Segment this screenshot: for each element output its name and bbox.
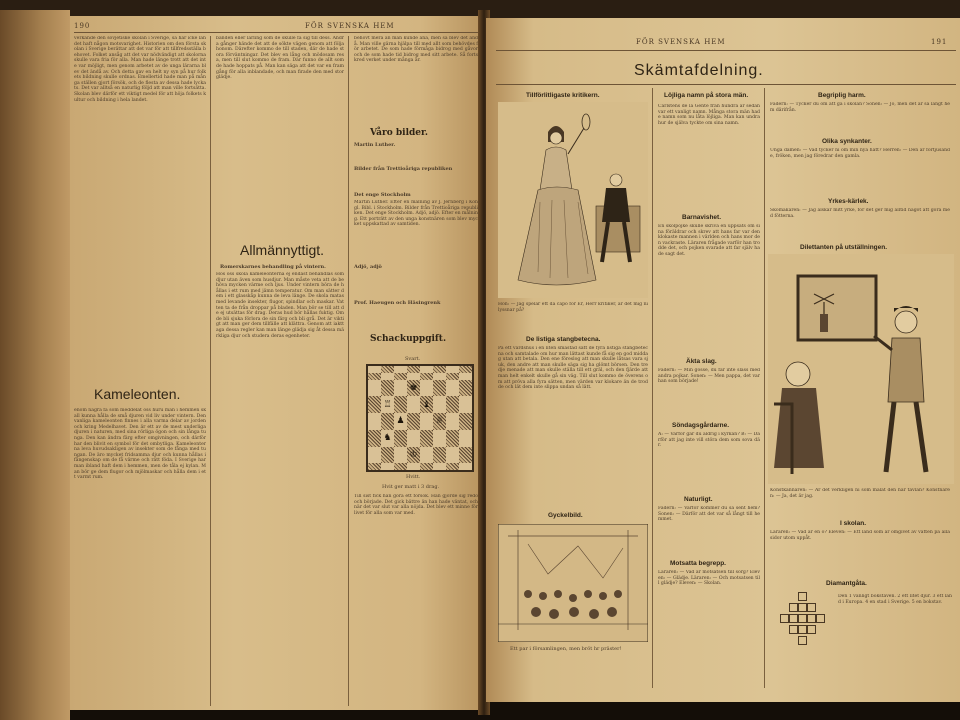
gyckelbild-caption: Ett par i församlingen, men bröt hr präster!	[510, 646, 622, 652]
chess-square	[394, 396, 407, 413]
diamond-cell	[789, 614, 798, 623]
diamond-cell	[807, 614, 816, 623]
gyckelbild-title: Gyckelbild.	[548, 512, 583, 519]
chess-square	[433, 366, 446, 373]
chess-square	[381, 447, 394, 464]
chess-square	[446, 373, 459, 380]
diamantgata-text: Den 1 vanligt bokstaven. 2 ett litet djur. 3 ett land i Europa. 4 en stad i Sverige. 5 en bokstav.	[838, 594, 952, 605]
chess-square	[459, 463, 472, 470]
chess-square	[394, 447, 407, 464]
title-rule	[496, 84, 956, 85]
left-running-head: FÖR SVENSKA HEM	[305, 22, 395, 30]
right-page-number: 191	[931, 38, 948, 46]
chess-square	[459, 447, 472, 464]
chess-square	[368, 373, 381, 380]
chess-square	[394, 373, 407, 380]
chess-square	[420, 373, 433, 380]
chess-square	[420, 447, 433, 464]
chess-square	[368, 463, 381, 470]
subhead: Prof. Haeugen och Häsingrenk	[354, 300, 441, 306]
kameleonten-text: enom några få som meddelat oss huru man i hemmen skall kunna hålla de små djuren vid liv under vintern. Den vanliga kameleonten finnes i alla varma delar av jorden och kring Medelhavet. Den är ett av de mest underliga djuren i naturen, med sina rörliga ögon och sin långa tunga. Den kan ändra färg efter omgivningen, och därför har den blivit en symbol för det ombytliga. Kameleonterna leva huvudsakligen av insekter som de fånga med tungan. De äro mycket fridsamma djur och kunna hållas i fångenskap om de få värme och rätt föda. I Sverige har man ibland haft dem i hemmen, men de tåla ej kylan. Man bör ge dem flugor och mjölmaskar och hålla dem i ett varmt rum.	[74, 408, 206, 481]
kameleonten-heading: Kameleonten.	[94, 386, 181, 402]
diamond-cell	[798, 592, 807, 601]
chess-square	[459, 373, 472, 380]
naturligt-title: Naturligt.	[684, 496, 713, 503]
chess-square	[394, 463, 407, 470]
chess-square	[459, 380, 472, 397]
chess-square	[446, 366, 459, 373]
chess-square	[433, 447, 446, 464]
dilettanter-caption: Konstkännaren: — Är det verkligen ni som målat den här tavlan? Konstnären: — Ja, det är jag.	[770, 488, 950, 499]
chess-square	[368, 366, 381, 373]
stangbetecna-title: De listiga stangbetecna.	[526, 336, 601, 343]
chess-square	[407, 396, 420, 413]
chess-square	[407, 463, 420, 470]
varo-bilder-heading: Våro bilder.	[370, 128, 429, 138]
kritikern-title: Tillförlitligaste kritikern.	[526, 92, 600, 99]
chess-square	[459, 396, 472, 413]
skolan-title: I skolan.	[840, 520, 867, 527]
chess-square	[433, 463, 446, 470]
chess-square	[394, 366, 407, 373]
sondag-title: Söndagsgårdarne.	[672, 422, 730, 429]
right-running-head: FÖR SVENSKA HEM	[636, 38, 726, 46]
akta-slag-text: Fadern: — Min gosse, du får inte slåss med andra pojkar. Sonen: — Men pappa, det var han som började!	[658, 368, 760, 385]
chess-label-hvitt: Hvitt.	[406, 474, 421, 480]
allmannyttigt-heading: Allmännyttigt.	[240, 242, 325, 258]
page-stack-edge	[0, 10, 70, 720]
lojliga-title: Löjliga namn på stora män.	[664, 92, 749, 99]
chess-square	[368, 396, 381, 413]
chess-square	[446, 447, 459, 464]
lojliga-text: Carlstens de la Gente från hundra år sedan var ett vanligt namn. Många stora män hade namn som nu låta löjliga. Man kan undra hur de själva tyckte om sina namn.	[658, 104, 760, 126]
left-page	[70, 16, 482, 710]
diamond-cell	[798, 636, 807, 645]
chess-square: ♝	[420, 396, 433, 413]
chess-square	[407, 430, 420, 447]
chess-square	[368, 413, 381, 430]
chess-square	[446, 380, 459, 397]
chess-square	[420, 413, 433, 430]
chess-square: ♔	[407, 447, 420, 464]
column-rule	[652, 88, 653, 688]
chess-board	[366, 364, 474, 472]
diamond-cell	[807, 625, 816, 634]
chess-square	[433, 380, 446, 397]
yrkes-title: Yrkes-kärlek.	[828, 198, 869, 205]
chess-square	[459, 413, 472, 430]
subhead: Det enge Stockholm	[354, 192, 411, 198]
chess-square	[407, 373, 420, 380]
chess-square	[420, 380, 433, 397]
chess-square	[368, 380, 381, 397]
chess-square: ♚	[407, 380, 420, 397]
chess-square: ♕	[433, 413, 446, 430]
chess-square	[407, 413, 420, 430]
dilettanter-illustration	[768, 254, 954, 484]
column-rule	[210, 36, 211, 706]
diamond-cell	[798, 603, 807, 612]
begriplig-text: Fadern: — Tycker du om att gå i skolan? Sonen: — Jo, men det är så långt hem därifrån.	[770, 102, 950, 113]
chess-caption: Hvit ger matt i 3 drag.	[382, 484, 440, 490]
chess-square	[368, 447, 381, 464]
motsatta-title: Motsatta begrepp.	[670, 560, 726, 567]
yrkes-text: Skomakaren: — Jag älskar mitt yrke, för det ger mig alltid något att göra med fötterna.	[770, 208, 950, 219]
article-text: Till sist fick han göra ett försök. Han gjorde sig redo och började. Det gick bättre än han hade väntat, och när det var slut var alla nöjda. Det blev ett minne för livet för alla som var med.	[354, 494, 478, 516]
kritikern-illustration	[498, 102, 648, 298]
chess-square	[394, 380, 407, 397]
chess-square	[394, 430, 407, 447]
kritikern-caption: Hon: — Jag spelar ett da capo för Er, Herr kritiker, är det mig ni lyssnar på?	[498, 302, 648, 313]
chess-square	[381, 380, 394, 397]
chess-square	[459, 430, 472, 447]
chess-square	[368, 430, 381, 447]
chess-square	[420, 366, 433, 373]
olika-title: Olika synkanter.	[822, 138, 872, 145]
column-rule	[764, 88, 765, 688]
chess-label-svart: Svart.	[405, 356, 421, 362]
chess-square	[433, 430, 446, 447]
subhead: Bilder från Trettioåriga republiken	[354, 166, 453, 172]
chess-square	[407, 366, 420, 373]
chess-square	[381, 463, 394, 470]
allmannyttigt-text: Hos oss skola kameleonterna ej endast behandlas som djur utan även som husdjur. Man måste veta att de behöva mycken värme och ljus. Under vintern böra de hållas i ett rum med jämn temperatur. Om man sätter dem i ett glasskåp kunna de leva länge. De skola matas med levande insekter, flugor, spindlar och maskar. Vatten ta de från droppar på bladen. Man bör se till att de ej utsättas för drag. Deras hud bör hållas fuktig. Om de bli sjuka förlora de sin färg och bli grå. Det är viktigt att man ger dem tillfälle att klättra. Genom att iakttaga dessa regler kan man länge glädja sig åt dessa märkliga djur och studera deras egenheter.	[216, 272, 344, 339]
schackuppgift-heading: Schackuppgift.	[370, 334, 447, 344]
diamond-puzzle-grid	[780, 592, 830, 652]
left-page-number: 190	[74, 22, 91, 30]
diamond-cell	[789, 603, 798, 612]
varo-bilder-text: Martin Luther. Efter en målning av J. Jernberg i Kongl. Bibl. i Stockholm. Bilder från Trettioåriga republiken. Det enge Stockholm. Adjö, adjö. Efter en målning. Ett porträtt av den unga konstnären som blev mycket uppskattad av samtiden.	[354, 200, 478, 228]
diamond-cell	[798, 625, 807, 634]
olika-text: Unga damen: — Vad tycker ni om min nya hatt? Herren: — Den är förtjusande, fröken, men jag föredrar den gamla.	[770, 148, 950, 159]
chess-square	[381, 373, 394, 380]
diamond-cell	[807, 603, 816, 612]
chess-square	[446, 430, 459, 447]
subhead: Romerskarnes behandling på vintern.	[220, 264, 326, 270]
article-text: behövt mera än man kunde ana, men så blev det ändå. Man ville gärna hjälpa till med allt som behövdes för arbetet. De som hade förmåga bidrog med gåvor och de som hade tid bidrog med sitt arbete. Så fortskred verket under många år.	[354, 36, 478, 64]
skamtafdelning-title: Skämtafdelning.	[634, 62, 764, 79]
akta-slag-title: Äkta slag.	[686, 358, 717, 365]
column-rule	[348, 36, 349, 706]
chess-square	[420, 430, 433, 447]
subhead: Adjö, adjö	[354, 264, 382, 270]
motsatta-text: Läraren: — Vad är motsatsen till sorg? Eleven: — Glädje. Läraren: — Och motsatsen till glädje? Eleven: — Skolan.	[658, 570, 760, 587]
diamantgata-title: Diamantgåta.	[826, 580, 867, 587]
chess-square	[381, 366, 394, 373]
article-text: banden eller lärling som de skulle få sig till dess. Andra gånger hände det att de sökte vägen genom att följa honom. Därefter kommo de till staden, där de hade stora förväntningar. Det blev en lång och mödosam resa, men till slut kommo de fram. Där funno de allt som de hade hoppats på. Man kan säga att det var en framgång för alla inblandade, och man firade den med stor glädje.	[216, 36, 344, 81]
chess-square	[446, 463, 459, 470]
gyckelbild-illustration	[498, 524, 648, 642]
subhead: Martin Luther.	[354, 142, 396, 148]
header-rule	[74, 32, 478, 33]
chess-square	[459, 366, 472, 373]
right-page	[486, 18, 960, 702]
barnavishet-title: Barnavishet.	[682, 214, 722, 221]
sondag-text: A: — Varför går du aldrig i kyrkan? B: — Därför att jag inte vill störa dem som sova där.	[658, 432, 760, 449]
diamond-cell	[816, 614, 825, 623]
chess-square	[381, 413, 394, 430]
dilettanter-title: Dilettanten på utställningen.	[800, 244, 888, 251]
chess-square	[446, 413, 459, 430]
diamond-cell	[789, 625, 798, 634]
begriplig-title: Begriplig harm.	[818, 92, 866, 99]
chess-square	[433, 373, 446, 380]
skolan-text: Läraren: — Vad är en ö? Eleven: — Ett land som är omgivet av vatten på alla sidor utom uppåt.	[770, 530, 950, 541]
chess-square	[446, 396, 459, 413]
stangbetecna-text: På ett värdshus i en liten småstad satt de fyra listiga stangbetecna och samtalade om hur man lättast kunde få sig en god middag utan att betala. Den ene föreslog att man skulle låtsas vara sjuk, den andre att man skulle säga sig ha glömt börsen. Den tredje menade att man skulle ställa till ett gräl, och den fjärde att man helt enkelt skulle gå sin väg. Till slut kommo de överens om att pröva alla fyra sätten, men värden var klokare än de trodde och lät dem inte slippa undan så lätt.	[498, 346, 648, 391]
diamond-cell	[798, 614, 807, 623]
chess-square: ♖	[381, 396, 394, 413]
chess-square: ♞	[381, 430, 394, 447]
diamond-cell	[780, 614, 789, 623]
article-text: verkande den sovjetiske skolan i Sverige, så har icke landet haft någon motsvarighet. Historien om den första skolan i Sverige berättar att det var för att tillfredsställa behovet. Folket ansåg att det var nödvändigt att skolorna skulle vara fria för alla. Man hade länge trott att det inte var möjligt, men genom arbetet av de unga lärarna blev det ändå av. Och detta gav en helt ny syn på hur folkets bildning skulle ordnas. Emellertid hade man på många ställen gjort försök, och de flesta av dessa hade lyckats. Det var alltså en naturlig följd att man ville fortsätta. Skolan blev därför ett viktigt medel för att höja folkets kultur och bildning i hela landet.	[74, 36, 206, 103]
chess-square: ♟	[394, 413, 407, 430]
chess-square	[420, 463, 433, 470]
naturligt-text: Fadern: — Varför kommer du så sent hem? Sonen: — Därför att det var så långt till hemmet.	[658, 506, 760, 523]
header-rule	[496, 50, 956, 51]
chess-square	[433, 396, 446, 413]
barnavishet-text: En skolpojke skulle skriva en uppsats om sina föräldrar och skrev att hans far var den klokaste mannen i världen och hans mor den vackraste. Läraren frågade varför han trodde det, och pojken svarade att far själv hade sagt det.	[658, 224, 760, 257]
